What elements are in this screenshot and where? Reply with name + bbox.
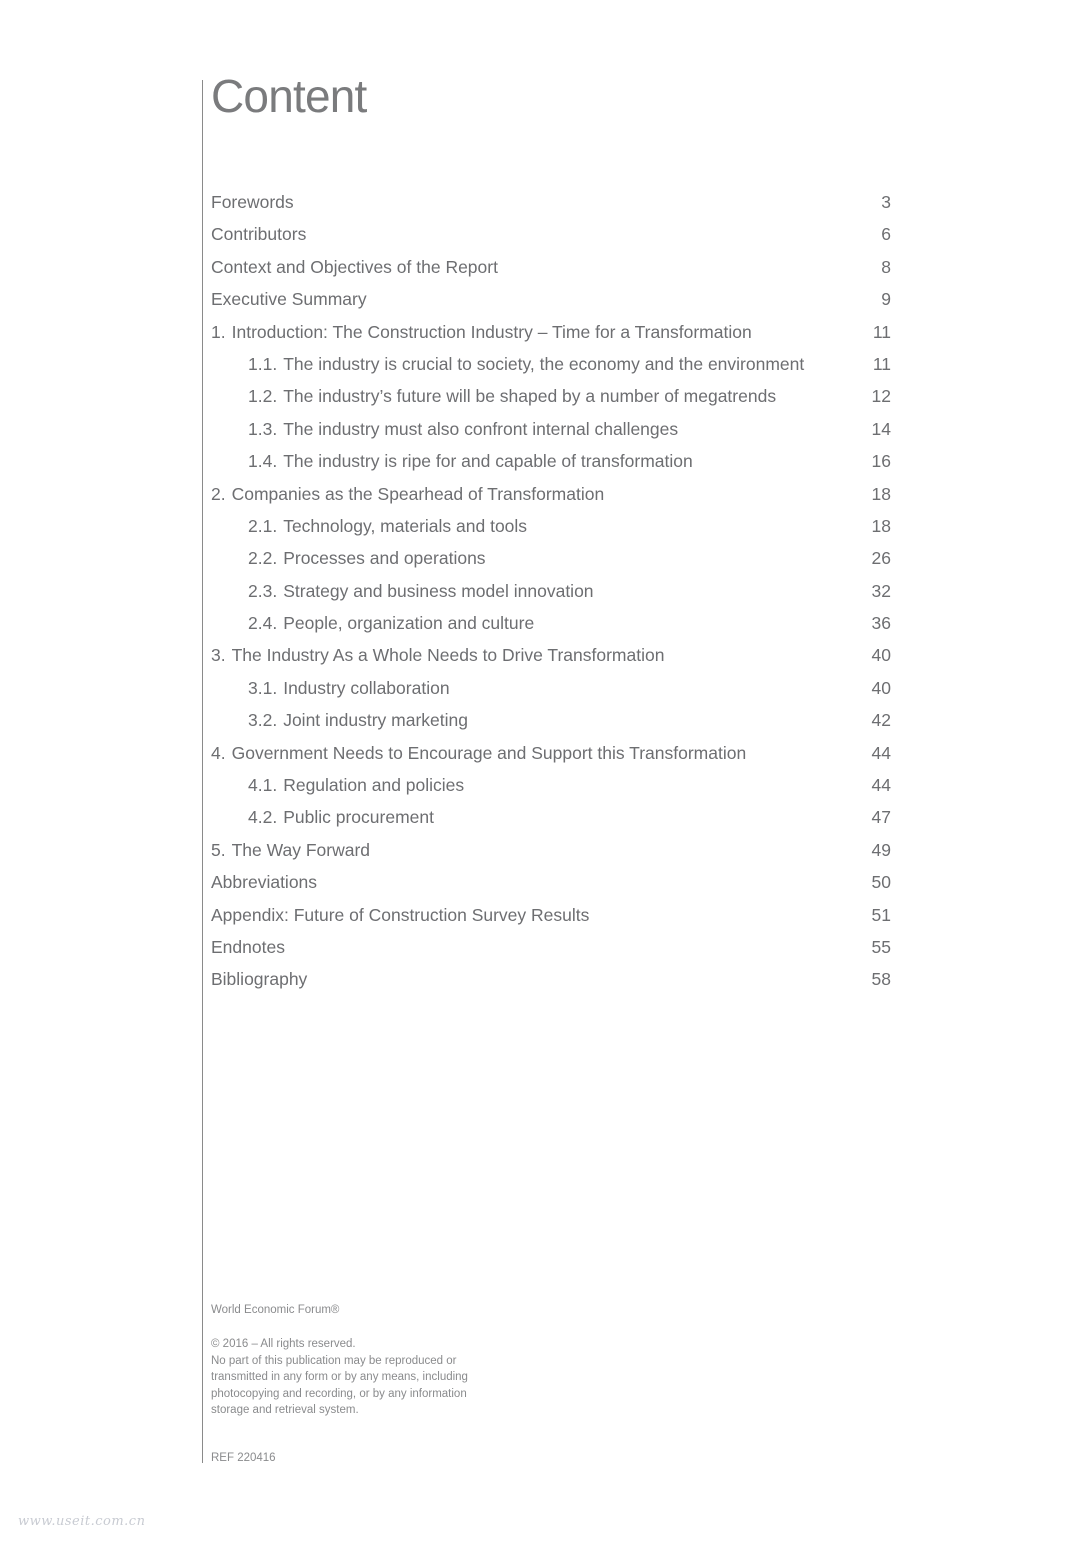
toc-entry-text	[211, 905, 589, 925]
toc-page-number: 11	[872, 353, 891, 374]
toc-subentry[interactable]	[211, 380, 891, 412]
toc-entry-text	[211, 645, 664, 665]
footer-organization: World Economic Forum®	[211, 1304, 340, 1316]
toc-entry-label: Forewords	[211, 192, 294, 212]
toc-page-number: 40	[871, 645, 891, 666]
toc-page-number: 50	[871, 872, 891, 893]
toc-entry-text	[211, 872, 317, 892]
toc-entry-label: Companies as the Spearhead of Transformation	[231, 483, 605, 504]
toc-page-number: 3	[881, 192, 891, 212]
toc-entry-number: 3.2.	[248, 710, 278, 731]
toc-subentry[interactable]	[211, 607, 891, 639]
toc-entry[interactable]	[211, 478, 891, 510]
toc-entry-number: 1.2.	[248, 386, 278, 407]
toc-entry-label: Technology, materials and tools	[283, 515, 528, 536]
toc-entry-text	[211, 969, 307, 989]
toc-page-number: 32	[871, 580, 891, 601]
toc-entry-number: 1.	[211, 321, 226, 342]
toc-entry-label: Processes and operations	[283, 548, 486, 569]
toc-entry-label: Regulation and policies	[283, 775, 465, 796]
toc-entry[interactable]	[211, 931, 891, 963]
table-of-contents	[211, 186, 891, 996]
toc-entry-label: Introduction: The Construction Industry – Time for a Transformation	[231, 321, 752, 342]
toc-entry[interactable]	[211, 218, 891, 250]
toc-entry-number: 5.	[211, 839, 226, 860]
toc-subentry[interactable]	[211, 575, 891, 607]
toc-entry[interactable]	[211, 899, 891, 931]
toc-entry-text	[211, 289, 367, 309]
toc-entry[interactable]	[211, 186, 891, 218]
toc-entry-label: The Industry As a Whole Needs to Drive Transformation	[231, 645, 665, 666]
toc-entry-number: 2.2.	[248, 548, 278, 569]
toc-entry[interactable]	[211, 639, 891, 671]
toc-entry-number: 2.1.	[248, 515, 278, 536]
toc-page-number: 44	[871, 742, 891, 763]
toc-entry-label: Endnotes	[211, 936, 285, 957]
toc-entry-label: Industry collaboration	[283, 677, 450, 698]
toc-page-number: 18	[871, 483, 891, 504]
toc-entry-text	[211, 678, 450, 698]
toc-page-number: 8	[881, 256, 891, 277]
toc-entry-text	[211, 484, 604, 504]
toc-entry-label: People, organization and culture	[283, 613, 535, 634]
footer-reference: REF 220416	[211, 1452, 276, 1464]
toc-page-number: 58	[871, 969, 891, 990]
toc-entry-number: 3.1.	[248, 677, 278, 698]
toc-entry[interactable]	[211, 963, 891, 995]
copyright-line: No part of this publication may be reproduced or	[211, 1354, 457, 1367]
toc-subentry[interactable]	[211, 445, 891, 477]
toc-entry-number: 2.3.	[248, 580, 278, 601]
copyright-line: © 2016 – All rights reserved.	[211, 1338, 356, 1350]
toc-page-number: 51	[871, 904, 891, 925]
toc-entry-label: Public procurement	[283, 807, 434, 828]
toc-subentry[interactable]	[211, 542, 891, 574]
toc-subentry[interactable]	[211, 769, 891, 801]
toc-entry[interactable]	[211, 737, 891, 769]
toc-entry-label: Contributors	[211, 224, 307, 245]
toc-entry-text	[211, 710, 468, 730]
toc-entry-number: 3.	[211, 645, 226, 666]
copyright-line: storage and retrieval system.	[211, 1404, 359, 1417]
toc-subentry[interactable]	[211, 704, 891, 736]
toc-entry-label: Context and Objectives of the Report	[211, 256, 498, 277]
toc-page-number: 16	[871, 451, 891, 472]
copyright-line: photocopying and recording, or by any information	[211, 1387, 467, 1400]
toc-page-number: 11	[872, 321, 891, 342]
toc-page-number: 9	[881, 289, 891, 310]
toc-entry-text	[211, 613, 534, 633]
copyright-line: transmitted in any form or by any means, including	[211, 1371, 468, 1384]
toc-entry-text	[211, 386, 776, 406]
toc-subentry[interactable]	[211, 672, 891, 704]
toc-page-number: 36	[871, 613, 891, 634]
toc-page-number: 42	[871, 710, 891, 731]
toc-entry-number: 4.2.	[248, 807, 278, 828]
toc-entry-label: Abbreviations	[211, 872, 318, 893]
toc-page-number: 12	[871, 386, 891, 407]
toc-entry-text	[211, 937, 285, 957]
toc-entry-text	[211, 548, 486, 568]
toc-subentry[interactable]	[211, 801, 891, 833]
toc-entry-label: Strategy and business model innovation	[283, 580, 594, 601]
toc-entry-text	[211, 581, 594, 601]
toc-page-number: 47	[871, 807, 891, 828]
toc-subentry[interactable]	[211, 348, 891, 380]
toc-page-number: 26	[871, 548, 891, 569]
toc-entry-number: 2.4.	[248, 613, 278, 634]
toc-entry-text	[211, 257, 498, 277]
toc-entry-label: The industry is ripe for and capable of transformation	[283, 451, 693, 472]
footer-copyright	[211, 1336, 511, 1419]
toc-entry-number: 4.	[211, 742, 226, 763]
toc-entry-label: The Way Forward	[231, 839, 371, 860]
toc-page-number: 55	[871, 936, 891, 957]
toc-entry[interactable]	[211, 834, 891, 866]
toc-entry[interactable]	[211, 283, 891, 315]
toc-entry-label: The industry must also confront internal challenges	[283, 418, 679, 439]
toc-entry-text	[211, 354, 804, 374]
toc-subentry[interactable]	[211, 510, 891, 542]
toc-page-number: 49	[871, 839, 891, 860]
toc-entry-text	[211, 807, 434, 827]
toc-entry-number: 1.4.	[248, 451, 278, 472]
toc-page-number: 6	[881, 224, 891, 245]
toc-entry-text	[211, 840, 370, 860]
toc-page-number: 40	[871, 677, 891, 698]
toc-entry[interactable]	[211, 316, 891, 348]
toc-entry-label: Executive Summary	[211, 289, 367, 310]
toc-entry[interactable]	[211, 251, 891, 283]
toc-entry[interactable]	[211, 866, 891, 898]
toc-entry-text	[211, 192, 294, 212]
toc-entry-label: Joint industry marketing	[283, 710, 469, 731]
watermark: www.useit.com.cn	[18, 1514, 146, 1529]
toc-subentry[interactable]	[211, 413, 891, 445]
toc-entry-number: 1.1.	[248, 353, 278, 374]
toc-entry-label: Bibliography	[211, 969, 308, 990]
toc-entry-number: 2.	[211, 483, 226, 504]
toc-page-number: 14	[871, 418, 891, 439]
toc-entry-number: 1.3.	[248, 418, 278, 439]
toc-entry-text	[211, 451, 693, 471]
vertical-margin-rule	[202, 80, 203, 1463]
toc-entry-text	[211, 322, 752, 342]
toc-entry-text	[211, 516, 527, 536]
toc-entry-label: Appendix: Future of Construction Survey Results	[211, 904, 590, 925]
toc-entry-text	[211, 775, 464, 795]
toc-page-number: 44	[871, 775, 891, 796]
toc-page-number: 18	[871, 515, 891, 536]
toc-entry-text	[211, 743, 746, 763]
toc-entry-text	[211, 419, 678, 439]
toc-entry-label: The industry is crucial to society, the economy and the environment	[283, 353, 805, 374]
toc-entry-label: Government Needs to Encourage and Support this Transformation	[231, 742, 747, 763]
toc-entry-text	[211, 224, 306, 244]
toc-entry-label: The industry’s future will be shaped by a number of megatrends	[283, 386, 777, 407]
page-title: Content	[211, 70, 367, 122]
toc-entry-number: 4.1.	[248, 775, 278, 796]
